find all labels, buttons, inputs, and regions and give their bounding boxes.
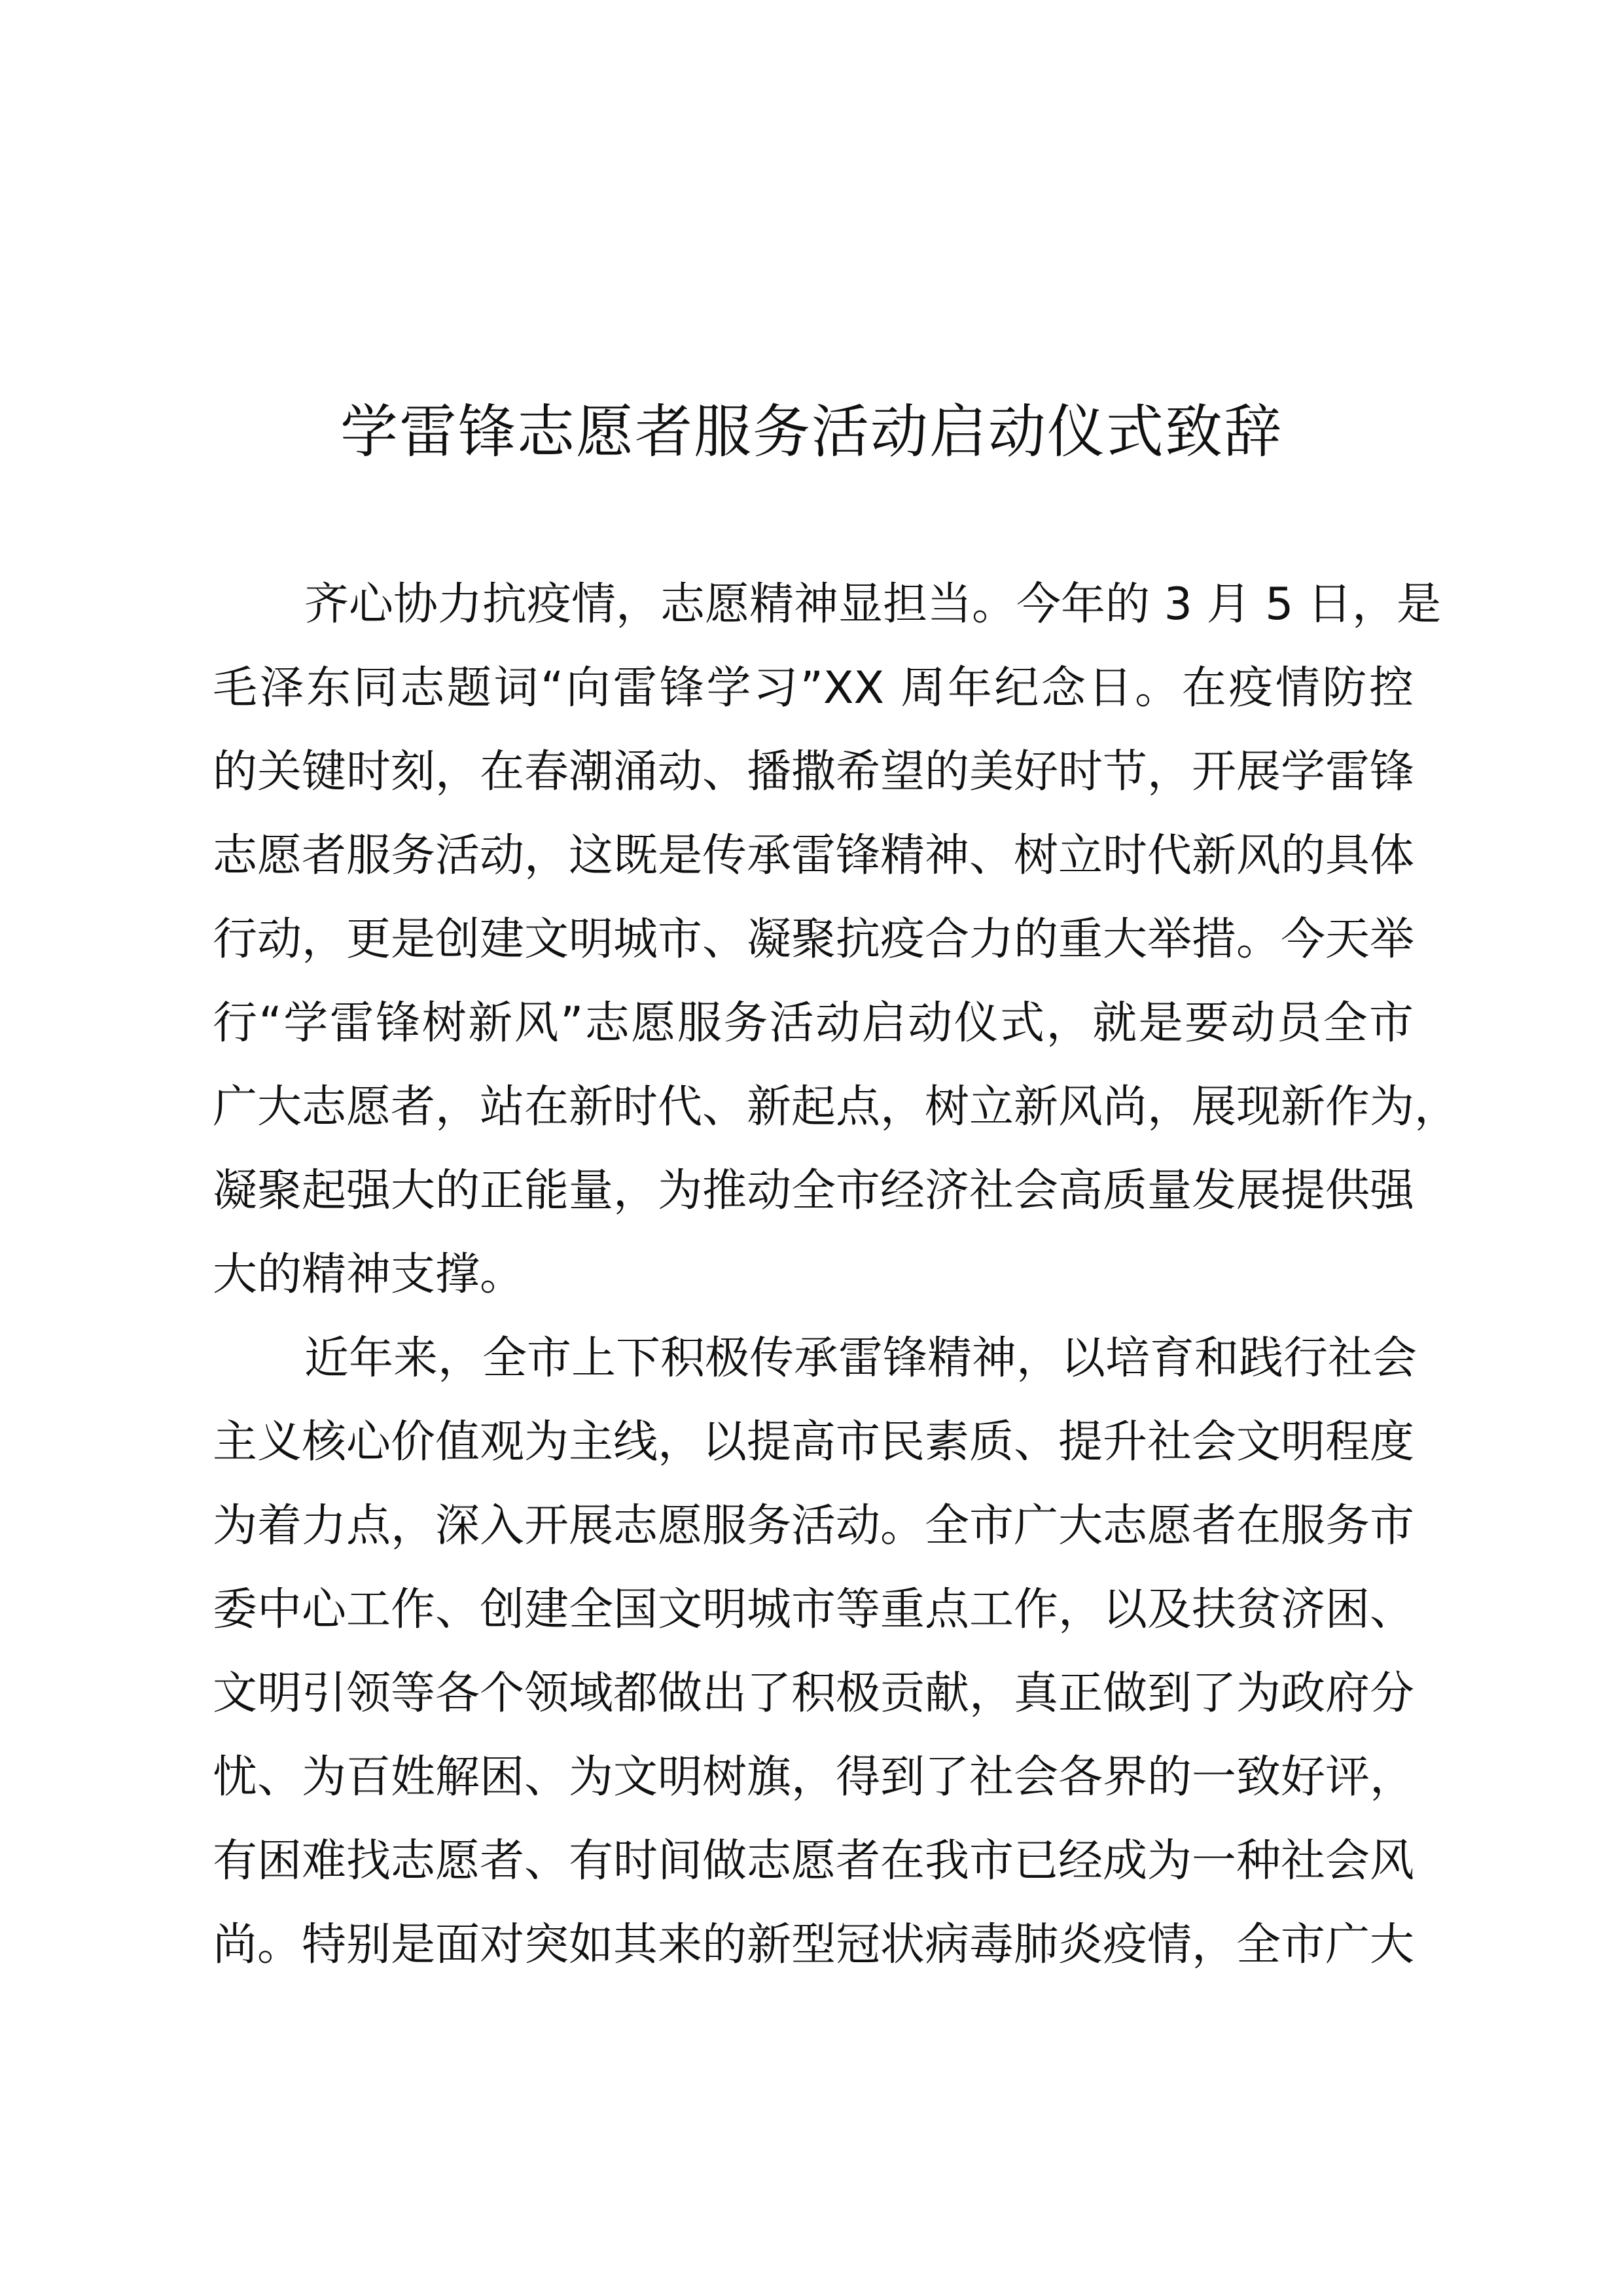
paragraph-line: 齐心协力抗疫情，志愿精神显担当。今年的 3 月 5 日，是 <box>304 579 1441 630</box>
paragraph-line: 大的精神支撑。 <box>213 1249 525 1300</box>
paragraph-line: 委中心工作、创建全国文明城市等重点工作，以及扶贫济困、 <box>213 1584 1415 1636</box>
paragraph-line: 广大志愿者，站在新时代、新起点，树立新风尚，展现新作为， <box>213 1081 1459 1133</box>
paragraph-line: 的关键时刻，在春潮涌动、播撒希望的美好时节，开展学雷锋 <box>213 746 1415 798</box>
paragraph-line: 毛泽东同志题词“向雷锋学习”XX 周年纪念日。在疫情防控 <box>213 662 1414 714</box>
paragraph-line: 忧、为百姓解困、为文明树旗，得到了社会各界的一致好评， <box>213 1751 1415 1803</box>
paragraph-line: 有困难找志愿者、有时间做志愿者在我市已经成为一种社会风 <box>213 1835 1415 1887</box>
paragraph-line: 主义核心价值观为主线，以提高市民素质、提升社会文明程度 <box>213 1416 1415 1468</box>
paragraph-line: 尚。特别是面对突如其来的新型冠状病毒肺炎疫情，全市广大 <box>213 1919 1415 1971</box>
paragraph-line: 行“学雷锋树新风”志愿服务活动启动仪式，就是要动员全市 <box>213 997 1414 1049</box>
paragraph-line: 志愿者服务活动，这既是传承雷锋精神、树立时代新风的具体 <box>213 830 1415 882</box>
paragraph-line: 文明引领等各个领域都做出了积极贡献，真正做到了为政府分 <box>213 1668 1415 1719</box>
document-title: 学雷锋志愿者服务活动启动仪式致辞 <box>340 398 1283 465</box>
paragraph-line: 为着力点，深入开展志愿服务活动。全市广大志愿者在服务市 <box>213 1500 1415 1552</box>
paragraph-line: 行动，更是创建文明城市、凝聚抗疫合力的重大举措。今天举 <box>213 914 1415 965</box>
paragraph-line: 近年来，全市上下积极传承雷锋精神，以培育和践行社会 <box>304 1333 1418 1384</box>
document-body <box>213 563 1459 1987</box>
paragraph-line: 凝聚起强大的正能量，为推动全市经济社会高质量发展提供强 <box>213 1165 1415 1217</box>
